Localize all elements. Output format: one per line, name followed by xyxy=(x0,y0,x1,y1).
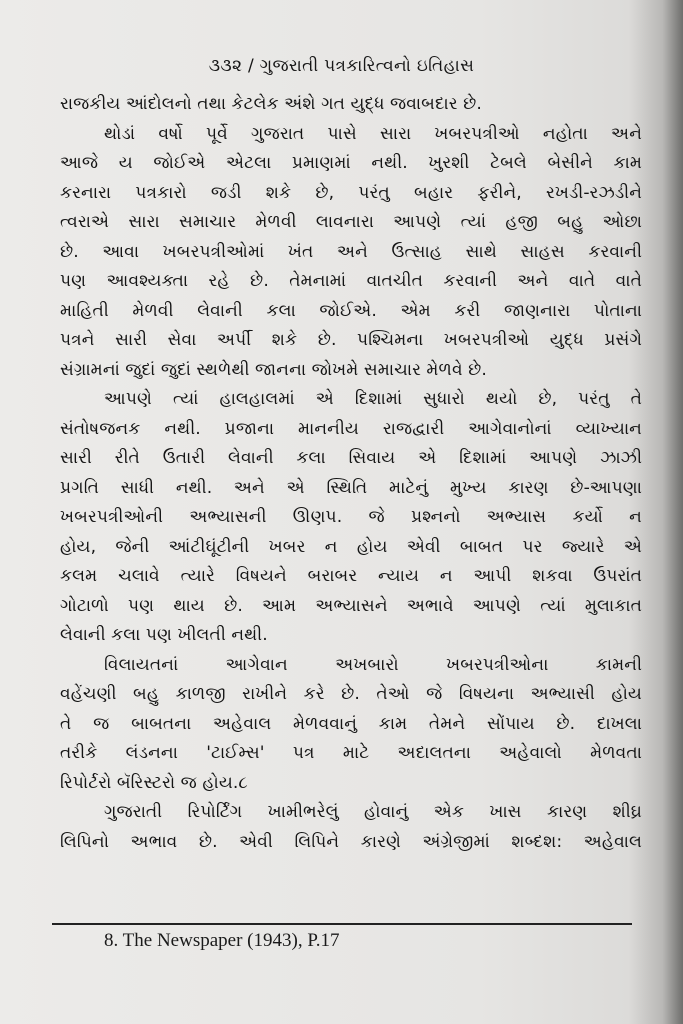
text-line: સારી રીતે ઉતારી લેવાની કલા સિવાય એ દિશામાં આપણે ઝાઝી xyxy=(60,448,642,468)
text-line: રાજકીય આંદોલનો તથા કેટલેક અંશે ગત યુદ્ધ જવાબદાર છે. xyxy=(60,94,482,114)
text-line: સંતોષજનક નથી. પ્રજાના માનનીય રાજદ્વારી આગેવાનોનાં વ્યાખ્યાન xyxy=(60,418,642,439)
text-line: ત્વરાએ સારા સમાચાર મેળવી લાવનારા આપણે ત્યાં હજી બહુ ઓછા xyxy=(60,212,642,232)
text-line: લિપિનો અભાવ છે. એવી લિપિને કારણે અંગ્રેજીમાં શબ્દશ: અહેવાલ xyxy=(60,831,642,852)
text-line: છે. આવા ખબરપત્રીઓમાં ખંત અને ઉત્સાહ સાથે સાહસ કરવાની xyxy=(60,241,642,262)
running-header: ૩૩૨ / ગુજરાતી પત્રકારિત્વનો ઇતિહાસ xyxy=(208,56,475,76)
text-line: ગોટાળો પણ થાય છે. આમ અભ્યાસને અભાવે આપણે ત્યાં મુલાકાત xyxy=(60,595,642,616)
text-line: પણ આવશ્યક્તા રહે છે. તેમનામાં વાતચીત કરવાની અને વાતે વાતે xyxy=(60,271,642,291)
text-line: ગુજરાતી રિપોર્ટિંગ ખામીભરેલું હોવાનું એક ખાસ કારણ શીઘ્ર xyxy=(104,802,642,822)
text-line: વિલાયતનાં આગેવાન અખબારો ખબરપત્રીઓના કામની xyxy=(104,654,642,675)
text-line: આપણે ત્યાં હાલહાલમાં એ દિશામાં સુધારો થયો છે, પરંતુ તે xyxy=(104,389,642,409)
text-line: કરનારા પત્રકારો જડી શકે છે, પરંતુ બહાર ફરીને, રખડી-રઝડીને xyxy=(60,182,642,203)
text-line: વહેંચણી બહુ કાળજી રાખીને કરે છે. તેઓ જે વિષયના અભ્યાસી હોય xyxy=(60,684,642,704)
text-line: તરીકે લંડનના 'ટાઈમ્સ' પત્ર માટે અદાલતના અહેવાલો મેળવતા xyxy=(60,743,642,763)
text-line: થોડાં વર્ષો પૂર્વે ગુજરાત પાસે સારા ખબરપત્રીઓ નહોતા અને xyxy=(104,123,642,144)
text-line: પ્રગતિ સાધી નથી. અને એ સ્થિતિ માટેનું મુખ્ય કારણ છે-આપણા xyxy=(60,477,642,498)
text-line: કલમ ચલાવે ત્યારે વિષયને બરાબર ન્યાય ન આપી શકવા ઉપરાંત xyxy=(60,566,642,586)
text-line: હોય, જેની આંટીઘૂંટીની ખબર ન હોય એવી બાબત પર જ્યારે એ xyxy=(60,536,642,557)
footnote: 8. The Newspaper (1943), P.17 xyxy=(104,930,340,951)
text-line: માહિતી મેળવી લેવાની કલા જોઈએ. એમ કરી જાણનારા પોતાના xyxy=(60,300,642,321)
text-line: પત્રને સારી સેવા અર્પી શકે છે. પશ્ચિમના ખબરપત્રીઓ યુદ્ધ પ્રસંગે xyxy=(60,330,642,350)
text-line: રિપોર્ટરો બૅરિસ્ટરો જ હોય.૮ xyxy=(60,772,248,793)
text-line: લેવાની કલા પણ ખીલતી નથી. xyxy=(60,625,268,645)
text-line: આજે ય જોઈએ એટલા પ્રમાણમાં નથી. ખુરશી ટેબલે બેસીને કામ xyxy=(60,153,642,173)
text-line: સંગ્રામનાં જુદાં જુદાં સ્થળેથી જાનના જોખમે સમાચાર મેળવે છે. xyxy=(60,359,487,380)
footnote-divider xyxy=(52,923,632,925)
text-line: ખબરપત્રીઓની અભ્યાસની ઊણપ. જે પ્રશ્નનો અભ્યાસ કર્યો ન xyxy=(60,507,642,527)
text-line: તે જ બાબતના અહેવાલ મેળવવાનું કામ તેમને સોંપાય છે. દાખલા xyxy=(60,713,642,734)
body-text xyxy=(60,90,642,857)
